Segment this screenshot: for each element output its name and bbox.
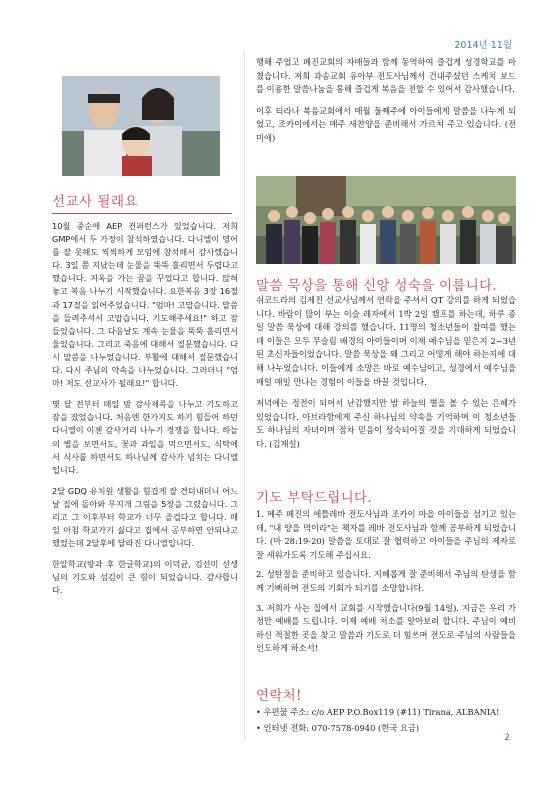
prayer-list (256, 508, 516, 662)
left-paragraph-3: 2달 GDQ 유치원 생활을 힘겹게 잘 견뎌내더니 어느날 집에 돌아와 무지개 그림을 5장을 그렸습니다. 그리고 그 이후부터 학교가 너무 즐겁다고 합니다. 매일 아침 학교가기 싫다고 집에서 공부하면 안되냐고 했었는데 2달후에 달라진 다니엘입니다. (52, 485, 238, 549)
group-photo (256, 176, 516, 264)
prayer-item-1: 1. 메주 페진의 에틀레바 전도사님과 조카이 마을 아이들을 섬기고 있는데, "내 양을 먹이라"는 책자를 레바 전도사님과 함께 공부하게 되었습니다. (마 28:19-20) 말씀을 토대로 잘 협력하고 아이들을 주님의 제자로 잘 세워가도록 기도해 주십시요. (256, 509, 516, 560)
contact-postal-address: • 우편물 주소: c/o AEP P.O.Box119 (#11) Tirana, ALBANIA! (256, 707, 500, 717)
left-section-title: 선교사 될래요 (52, 190, 232, 214)
header-date: 2014년 11월 (454, 40, 512, 51)
column-divider (244, 52, 245, 742)
intro-paragraph-1: 행해 주었고 페진교회의 자매들과 함께 동역하여 즐겁게 성경학교를 마쳤습니다. 저희 과송교회 유아부 전도사님께서 건내주셨던 스케치 보드를 이용한 말씀나눔을 통해 즐겁게 복음을 전할 수 있어서 감사했습니다. (256, 57, 516, 95)
contact-info (256, 706, 521, 737)
left-paragraph-2: 몇 달 전부터 매일 밤 감사제목을 나누고 기도하고 잠을 잤었습니다. 처음엔 한가지도 하기 힘들어 하던 다니엘이 이젠 감사거리 나누기 경쟁을 합니다. 하늘의 별을 보면서도, 꽃과 과일을 먹으면서도, 식탁에서 식사를 하면서도 하나님께 감사가 넘치는 다니엘 입니다. (52, 399, 238, 475)
family-photo (62, 76, 220, 176)
prayer-item-2: 2. 성탄절을 준비하고 있습니다. 지혜롭게 잘 준비해서 주님의 탄생을 함께 기뻐하며 전도의 기회가 되기를 소망합니다. (256, 569, 516, 593)
right-intro (256, 56, 516, 146)
page-number: 2 (504, 733, 510, 743)
intro-paragraph-2: 이후 티라나 복음교회에서 매월 둘째주에 아이들에게 말씀을 나누게 되었고, 조카이에서는 매주 새찬양을 준비해서 가르쳐 주고 있습니다. (전미애) (256, 105, 516, 143)
left-paragraph-4: 한알학교(방과 후 한글학교)의 이덕균, 김선미 선생님의 기도와 섬김이 큰 힘이 되었습니다. 감사합니다. (52, 559, 238, 596)
meditation-paragraph-1: 쉬코드라의 김제진 선교사님께서 연락을 주셔서 QT 강의를 하게 되었습니다. 바람이 많이 부는 이슬 레자에서 1박 2일 캠프를 하는데, 하루 종일 말씀 묵상에 대해 강의를 했습니다. 11명의 청소년들이 참여를 했는데 이들은 모두 무슬림 배경의 아이들이며 이제 예수님을 믿은지 2~3년 된 초신자들이었습니다. 말씀 묵상을 왜 그리고 어떻게 해야 하는지에 대해 나누었습니다. 이들에게 소망은 바로 예수님이고, 성경에서 예수님을 매일 매일 만나는 경험이 이들을 바꿀 것입니다. (256, 295, 516, 387)
left-article (52, 220, 238, 606)
prayer-item-3: 3. 저희가 사는 집에서 교회를 시작했습니다(9월 14일). 지금은 우리 가정만 예배를 드립니다. 이제 예배 처소를 알아보려 합니다. 주님이 예비하신 적절한 곳을 찾고 말씀과 기도로 더 힘쓰며 전도로 주님의 사람들을 인도하게 하소서! (256, 602, 516, 654)
contact-internet-phone: • 인터넷 전화: 070-7578-0940 (한국 요금) (256, 722, 420, 733)
left-paragraph-1: 10월 중순에 AEP 컨퍼런스가 있었습니다. 저희 GMP에서 두 가정이 참석하였습니다. 다니엘이 영어를 잘 못해도 씩씩하게 모임에 참석해서 감사했습니다. 3일 쯤 지났는데 눈물을 뚝뚝 흘리면서 두렵다고 했습니다. 지옥을 가는 꿈을 꾸었다고 합니다. 앉혀 놓고 복음 나누기 시작했습니다. 요한복음 3장 16절과 17절을 읽어주었습니다. "엄마! 고맙습니다. 말씀을 들려주셔서 고맙습니다. 기도해주세요!" 하고 잠들었습니다. 그 다음날도 계속 눈물을 뚝뚝 흘리면서 울었습니다. 그리고 죽음에 대해서 질문했습니다. 다시 말씀을 나누었습니다. 부활에 대해서 질문했습니다. 다시 주님의 약속을 나누었습니다. 그러더니 "엄마! 저도 선교사가 될래요!" 합니다. (52, 221, 238, 389)
section-title-meditation: 말씀 묵상을 통해 신앙 성숙을 이룹니다. (256, 278, 498, 294)
section-meditation-body (256, 294, 516, 452)
section-title-contact: 연락처! (256, 688, 302, 704)
meditation-paragraph-2: 저녁에는 정전이 되어서 난감했지만 밤 하늘의 별을 볼 수 있는 은혜가 있었습니다. 아브라함에게 주신 하나님의 약속을 기억하며 이 청소년들도 하나님의 자녀이며 점차 믿음이 성숙되어질 것을 기대하게 되었습니다. (김재설) (256, 398, 516, 449)
section-title-prayer: 기도 부탁드립니다. (256, 490, 372, 506)
